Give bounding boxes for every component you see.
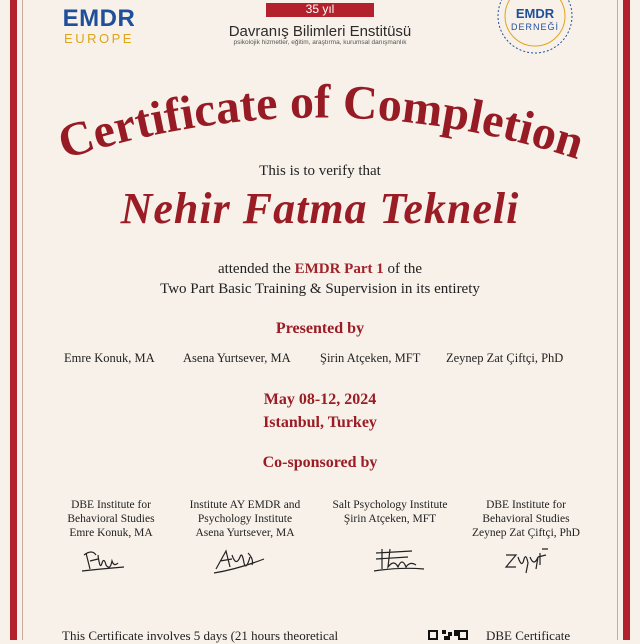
course-date: May 08-12, 2024 [263,391,377,408]
presenter-name: Asena Yurtsever, MA [183,351,291,365]
right-inner-line [617,0,618,640]
sponsor-line: Şirin Atçeken, MFT [343,513,437,525]
left-border [10,0,17,640]
sponsor-line: Behavioral Studies [482,513,570,525]
emdr-europe-logo [58,6,140,46]
verify-text: This is to verify that [259,163,381,179]
sponsor-block [324,498,456,526]
dbe-logo [222,0,418,47]
logo-right-line1: EMDR [515,6,555,21]
training-line: Two Part Basic Training & Supervision in its entirety [160,281,480,297]
logo-left-line1: EMDR [62,5,136,32]
sponsor-line: Zeynep Zat Çiftçi, PhD [472,527,580,539]
attended-suffix: of the [383,261,423,277]
left-inner-line [22,0,23,640]
institute-tagline: psikolojik hizmetler, eğitim, araştırma, kurumsal danışmanlık [233,39,407,46]
sponsor-line: Emre Konuk, MA [69,527,153,539]
sponsor-line: Asena Yurtsever, MA [195,527,295,539]
attended-prefix: attended the [217,261,295,277]
emdr-dernegi-logo [492,0,578,54]
presenter-name: Emre Konuk, MA [64,351,155,365]
attended-highlight: EMDR Part 1 [294,261,384,277]
sponsor-line: Psychology Institute [197,513,293,525]
signature-ciftci [502,545,552,575]
title-text: Certificate of Completion [51,75,591,170]
presenter-name: Şirin Atçeken, MFT [320,351,421,365]
attended-line [40,261,600,278]
footer-text: This Certificate involves 5 days (21 hours theoretical [62,628,339,643]
sponsor-line: DBE Institute for [486,499,566,511]
years-badge: 35 yıl [266,3,375,17]
sponsor-line: DBE Institute for [71,499,151,511]
sponsor-line: Salt Psychology Institute [332,499,448,511]
footer-right-text: DBE Certificate [486,628,571,643]
sponsor-block [460,498,592,540]
qr-code-icon [428,630,468,642]
signature-atceken [372,545,426,575]
svg-text:Certificate of Completion [52,75,590,169]
certificate-title [40,70,600,170]
institute-name: Davranış Bilimleri Enstitüsü [228,23,412,40]
presenter-name: Zeynep Zat Çiftçi, PhD [446,351,564,365]
logo-left-line2: EUROPE [64,31,134,46]
sponsor-block [45,498,177,540]
logo-right-line2: DERNEĞİ [510,22,559,32]
course-location: Istanbul, Turkey [263,414,377,431]
cosponsored-label: Co-sponsored by [262,454,378,471]
sponsor-line: Behavioral Studies [67,513,155,525]
right-border [623,0,630,640]
signature-konuk [80,545,130,575]
sponsor-block [179,498,311,540]
sponsor-line: Institute AY EMDR and [189,499,301,511]
recipient-name: Nehir Fatma Tekneli [120,184,520,233]
signature-yurtsever [212,545,268,575]
presented-by-label: Presented by [275,320,365,337]
